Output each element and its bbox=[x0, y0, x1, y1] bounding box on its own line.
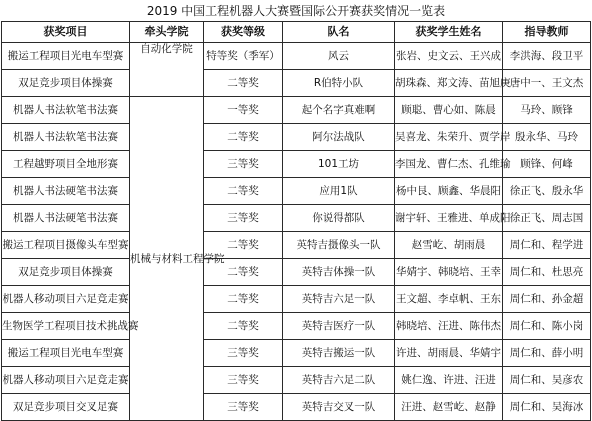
cell-level: 特等奖（季军） bbox=[204, 43, 283, 70]
cell-students: 许进、胡雨晨、华婧宇 bbox=[395, 340, 503, 367]
table-row bbox=[2, 394, 591, 421]
cell-team: 英特吉搬运一队 bbox=[283, 340, 395, 367]
cell-students: 华婧宇、韩晓培、王幸 bbox=[395, 259, 503, 286]
cell-team: 你说得都队 bbox=[283, 205, 395, 232]
cell-teachers: 唐中一、王文杰 bbox=[503, 70, 591, 97]
cell-teachers: 周仁和、杜思亮 bbox=[503, 259, 591, 286]
cell-project: 工程越野项目全地形赛 bbox=[2, 151, 130, 178]
cell-project: 机器人移动项目六足竞走赛 bbox=[2, 367, 130, 394]
cell-level: 二等奖 bbox=[204, 259, 283, 286]
cell-students: 汪进、赵雪屹、赵静 bbox=[395, 394, 503, 421]
cell-team: 英特吉交叉一队 bbox=[283, 394, 395, 421]
header-team: 队名 bbox=[283, 22, 395, 43]
table-row bbox=[2, 286, 591, 313]
cell-project: 双足竞步项目体操赛 bbox=[2, 259, 130, 286]
cell-level: 二等奖 bbox=[204, 286, 283, 313]
table-row bbox=[2, 313, 591, 340]
page-title: 2019 中国工程机器人大赛暨国际公开赛获奖情况一览表 bbox=[146, 4, 446, 18]
cell-project: 机器人书法硬笔书法赛 bbox=[2, 205, 130, 232]
cell-team: 英特吉六足一队 bbox=[283, 286, 395, 313]
cell-level: 一等奖 bbox=[204, 97, 283, 124]
cell-teachers: 周仁和、吴海冰 bbox=[503, 394, 591, 421]
header-teachers: 指导教师 bbox=[503, 22, 591, 43]
table-row bbox=[2, 205, 591, 232]
cell-teachers: 李洪海、段卫平 bbox=[503, 43, 591, 70]
cell-students: 姚仁逸、许进、汪进 bbox=[395, 367, 503, 394]
table-row bbox=[2, 340, 591, 367]
cell-project: 双足竞步项目交叉足赛 bbox=[2, 394, 130, 421]
table-row bbox=[2, 232, 591, 259]
header-college: 牵头学院 bbox=[130, 22, 204, 43]
cell-teachers: 殷永华、马玲 bbox=[503, 124, 591, 151]
cell-students: 李国龙、曹仁杰、孔维瑜 bbox=[395, 151, 503, 178]
cell-project: 生物医学工程项目技术挑战赛 bbox=[2, 313, 130, 340]
header-project: 获奖项目 bbox=[2, 22, 130, 43]
cell-project: 机器人书法硬笔书法赛 bbox=[2, 178, 130, 205]
cell-level: 三等奖 bbox=[204, 205, 283, 232]
cell-students: 王文超、李卓帆、王东 bbox=[395, 286, 503, 313]
cell-teachers: 徐正飞、殷永华 bbox=[503, 178, 591, 205]
table-row bbox=[2, 70, 591, 97]
cell-level: 二等奖 bbox=[204, 313, 283, 340]
cell-teachers: 顾锋、何峰 bbox=[503, 151, 591, 178]
cell-project: 机器人书法软笔书法赛 bbox=[2, 124, 130, 151]
cell-level: 三等奖 bbox=[204, 151, 283, 178]
table-body bbox=[2, 43, 591, 421]
cell-team: R伯特小队 bbox=[283, 70, 395, 97]
cell-project: 搬运工程项目光电车型赛 bbox=[2, 340, 130, 367]
cell-project: 搬运工程项目光电车型赛 bbox=[2, 43, 130, 70]
table-row bbox=[2, 43, 591, 70]
cell-level: 二等奖 bbox=[204, 232, 283, 259]
cell-level: 二等奖 bbox=[204, 70, 283, 97]
table-row bbox=[2, 124, 591, 151]
cell-students: 吴喜龙、朱荣升、贾学岸 bbox=[395, 124, 503, 151]
cell-team: 起个名字真难啊 bbox=[283, 97, 395, 124]
cell-teachers: 周仁和、陈小岗 bbox=[503, 313, 591, 340]
cell-teachers: 周仁和、程学进 bbox=[503, 232, 591, 259]
cell-college: 机械与材料工程学院 bbox=[130, 97, 204, 421]
cell-team: 风云 bbox=[283, 43, 395, 70]
cell-project: 机器人移动项目六足竞走赛 bbox=[2, 286, 130, 313]
cell-students: 韩晓培、汪进、陈伟杰 bbox=[395, 313, 503, 340]
cell-college: 自动化学院 bbox=[130, 43, 204, 97]
cell-level: 三等奖 bbox=[204, 367, 283, 394]
cell-students: 谢宇轩、王雅进、单成阳 bbox=[395, 205, 503, 232]
cell-team: 英特吉六足二队 bbox=[283, 367, 395, 394]
cell-teachers: 周仁和、孙金超 bbox=[503, 286, 591, 313]
cell-students: 杨中艮、顾鑫、华晨阳 bbox=[395, 178, 503, 205]
cell-level: 二等奖 bbox=[204, 178, 283, 205]
table-row bbox=[2, 367, 591, 394]
header-level: 获奖等级 bbox=[204, 22, 283, 43]
cell-team: 阿尔法战队 bbox=[283, 124, 395, 151]
cell-teachers: 周仁和、薛小明 bbox=[503, 340, 591, 367]
cell-students: 顾聪、曹心如、陈晨 bbox=[395, 97, 503, 124]
cell-team: 101工坊 bbox=[283, 151, 395, 178]
cell-level: 三等奖 bbox=[204, 394, 283, 421]
cell-students: 赵雪屹、胡雨晨 bbox=[395, 232, 503, 259]
header-students: 获奖学生姓名 bbox=[395, 22, 503, 43]
cell-team: 应用1队 bbox=[283, 178, 395, 205]
table-row bbox=[2, 259, 591, 286]
table-header-row bbox=[2, 22, 591, 43]
cell-team: 英特吉摄像头一队 bbox=[283, 232, 395, 259]
cell-teachers: 徐正飞、周志国 bbox=[503, 205, 591, 232]
cell-students: 胡珠森、郑文涛、苗旭庚 bbox=[395, 70, 503, 97]
table-row bbox=[2, 97, 591, 124]
cell-team: 英特吉医疗一队 bbox=[283, 313, 395, 340]
awards-table bbox=[1, 21, 591, 421]
cell-team: 英特吉体操一队 bbox=[283, 259, 395, 286]
cell-students: 张岩、史文云、王兴成 bbox=[395, 43, 503, 70]
cell-teachers: 周仁和、吴彦农 bbox=[503, 367, 591, 394]
cell-project: 机器人书法软笔书法赛 bbox=[2, 97, 130, 124]
table-row bbox=[2, 178, 591, 205]
table-row bbox=[2, 151, 591, 178]
cell-project: 双足竞步项目体操赛 bbox=[2, 70, 130, 97]
cell-level: 三等奖 bbox=[204, 340, 283, 367]
cell-teachers: 马玲、顾锋 bbox=[503, 97, 591, 124]
cell-project: 搬运工程项目摄像头车型赛 bbox=[2, 232, 130, 259]
cell-level: 二等奖 bbox=[204, 124, 283, 151]
